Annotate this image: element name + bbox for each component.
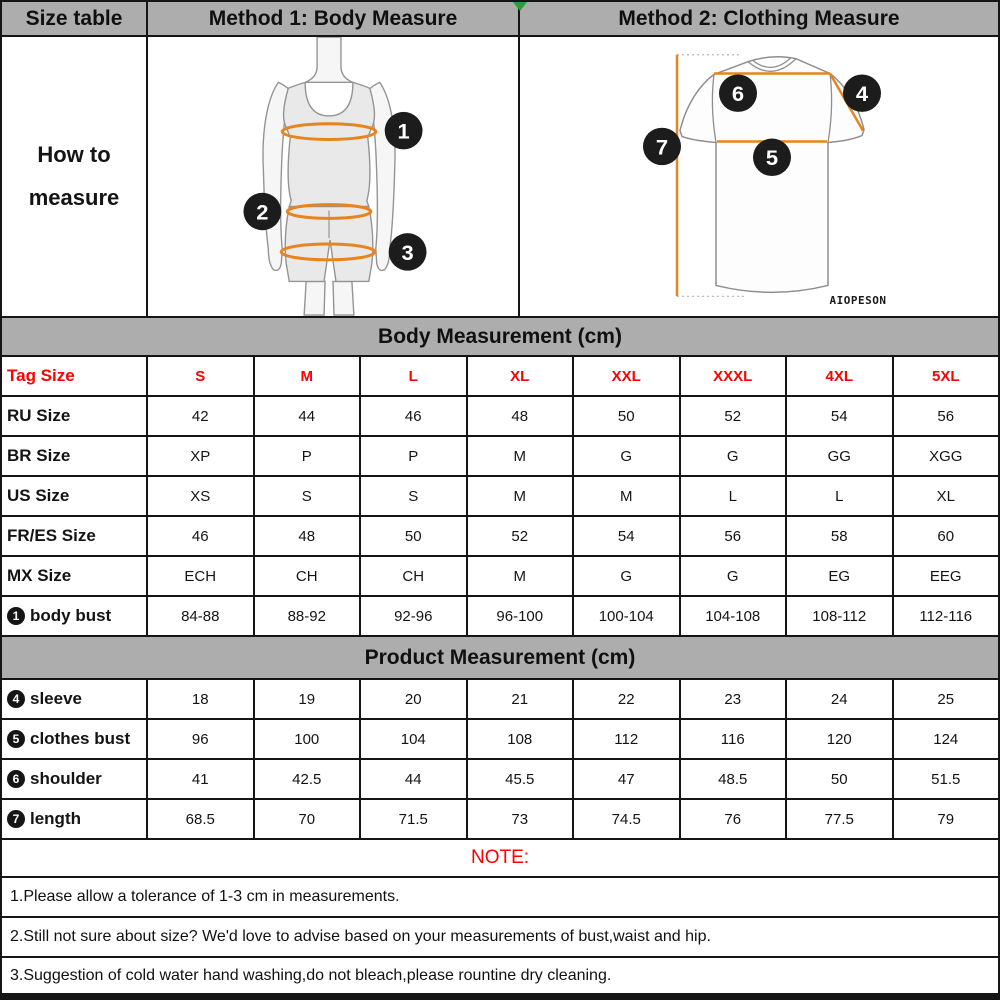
- marker-4-number: 4: [855, 81, 869, 107]
- size-value-cell: 96-100: [468, 597, 575, 635]
- size-value-cell: 92-96: [361, 597, 468, 635]
- size-value-cell: 42.5: [255, 760, 362, 798]
- size-value-cell: 25: [937, 690, 955, 708]
- table-row: [2, 597, 998, 637]
- size-value-cell: 44: [361, 760, 468, 798]
- size-value-cell: 104: [361, 720, 468, 758]
- table-row: [2, 437, 998, 477]
- size-value-cell: 46: [148, 517, 255, 555]
- size-value-cell: 88-92: [255, 597, 362, 635]
- size-value-cell: 108: [468, 720, 575, 758]
- size-value-cell: CH: [361, 557, 468, 595]
- circled-number-icon: 1: [7, 607, 25, 625]
- size-value-cell: 23: [681, 680, 788, 718]
- size-value-cell: 45.5: [468, 760, 575, 798]
- top-header-row: [2, 2, 998, 37]
- row-label: [2, 517, 148, 555]
- row-label: [2, 597, 148, 635]
- size-value-cell: 46: [361, 397, 468, 435]
- row-label-text: length: [30, 809, 81, 828]
- note-item-2: 2.Still not sure about size? We'd love to advise based on your measurements of bust,waist and hip.: [2, 918, 998, 958]
- size-value-cell: 124: [933, 730, 959, 748]
- size-value-cell: XGG: [929, 447, 963, 465]
- size-value-cell: 18: [148, 680, 255, 718]
- size-value-cell: 5XL: [931, 367, 960, 385]
- size-value-cell: 112: [574, 720, 681, 758]
- table-row: [2, 800, 998, 840]
- circled-number-icon: 5: [7, 730, 25, 748]
- size-value-cell: 47: [574, 760, 681, 798]
- row-label-text: RU Size: [7, 406, 71, 425]
- size-value-cell: M: [468, 557, 575, 595]
- row-label: [2, 680, 148, 718]
- size-value-cell: S: [361, 477, 468, 515]
- size-value-cell: XL: [468, 357, 575, 395]
- size-value-cell: CH: [255, 557, 362, 595]
- size-value-cell: P: [361, 437, 468, 475]
- row-label: [2, 720, 148, 758]
- row-label-text: body bust: [30, 606, 112, 625]
- table-row: [2, 477, 998, 517]
- size-value-cell: 73: [468, 800, 575, 838]
- table-row: [2, 557, 998, 597]
- size-value-cell: 84-88: [148, 597, 255, 635]
- marker-3-number: 3: [401, 239, 414, 265]
- size-value-cell: 54: [574, 517, 681, 555]
- size-value-cell: M: [574, 477, 681, 515]
- circled-number-icon: 7: [7, 810, 25, 828]
- row-label: [2, 760, 148, 798]
- size-value-cell: 52: [681, 397, 788, 435]
- size-value-cell: 104-108: [681, 597, 788, 635]
- size-value-cell: 120: [787, 720, 894, 758]
- note-item-1: 1.Please allow a tolerance of 1-3 cm in measurements.: [2, 878, 998, 918]
- bottom-border-bar: [2, 993, 998, 1000]
- row-label-text: Tag Size: [7, 366, 75, 385]
- table-row: [2, 517, 998, 557]
- size-value-cell: 70: [255, 800, 362, 838]
- size-value-cell: 56: [937, 407, 955, 425]
- body-measure-illustration: [148, 37, 520, 316]
- product-measurement-band: Product Measurement (cm): [2, 637, 998, 680]
- size-value-cell: XL: [936, 487, 955, 505]
- circled-number-icon: 6: [7, 770, 25, 788]
- size-value-cell: 112-116: [919, 607, 973, 625]
- size-value-cell: XS: [148, 477, 255, 515]
- illustration-row: [2, 37, 998, 318]
- size-value-cell: 44: [255, 397, 362, 435]
- size-value-cell: G: [574, 557, 681, 595]
- size-value-cell: 48: [468, 397, 575, 435]
- size-value-cell: S: [255, 477, 362, 515]
- marker-5-number: 5: [765, 145, 779, 171]
- body-measurement-band: Body Measurement (cm): [2, 318, 998, 357]
- marker-6-number: 6: [731, 81, 745, 107]
- size-value-cell: XP: [148, 437, 255, 475]
- size-value-cell: 41: [148, 760, 255, 798]
- size-value-cell: M: [255, 357, 362, 395]
- size-table-header: Size table: [2, 2, 148, 35]
- size-value-cell: 60: [937, 527, 955, 545]
- size-value-cell: 68.5: [148, 800, 255, 838]
- size-value-cell: EG: [787, 557, 894, 595]
- tshirt-drawing: [520, 37, 994, 316]
- size-value-cell: L: [361, 357, 468, 395]
- size-value-cell: 71.5: [361, 800, 468, 838]
- product-measurement-table: [2, 680, 998, 840]
- figure-left-leg: [304, 281, 325, 315]
- size-value-cell: 19: [255, 680, 362, 718]
- size-value-cell: 108-112: [787, 597, 894, 635]
- size-value-cell: 48.5: [681, 760, 788, 798]
- size-value-cell: 58: [787, 517, 894, 555]
- size-value-cell: 79: [937, 810, 955, 828]
- size-value-cell: GG: [787, 437, 894, 475]
- size-value-cell: S: [148, 357, 255, 395]
- row-label-text: US Size: [7, 486, 70, 505]
- size-value-cell: ECH: [148, 557, 255, 595]
- size-value-cell: 100: [255, 720, 362, 758]
- row-label-text: FR/ES Size: [7, 526, 96, 545]
- size-value-cell: 100-104: [574, 597, 681, 635]
- row-label-text: clothes bust: [30, 729, 131, 748]
- size-value-cell: 50: [361, 517, 468, 555]
- row-label: [2, 800, 148, 838]
- size-value-cell: M: [468, 477, 575, 515]
- size-value-cell: 54: [787, 397, 894, 435]
- size-value-cell: XXL: [574, 357, 681, 395]
- size-value-cell: 42: [148, 397, 255, 435]
- size-value-cell: 77.5: [787, 800, 894, 838]
- marker-1-number: 1: [397, 118, 410, 144]
- row-label: [2, 397, 148, 435]
- row-label-text: MX Size: [7, 566, 72, 585]
- table-row: [2, 397, 998, 437]
- table-row: [2, 720, 998, 760]
- brand-watermark: AIOPESON: [829, 294, 887, 308]
- size-value-cell: P: [255, 437, 362, 475]
- note-item-3: 3.Suggestion of cold water hand washing,do not bleach,please rountine dry cleaning.: [10, 966, 612, 984]
- size-value-cell: 52: [468, 517, 575, 555]
- size-value-cell: 96: [148, 720, 255, 758]
- how-to-measure-label: How to measure: [28, 141, 120, 210]
- size-value-cell: 116: [681, 720, 788, 758]
- size-value-cell: 51.5: [931, 770, 961, 788]
- body-measurement-table: [2, 357, 998, 637]
- size-value-cell: 50: [787, 760, 894, 798]
- clothing-measure-illustration: [520, 37, 998, 316]
- size-value-cell: 56: [681, 517, 788, 555]
- tank-top: [284, 82, 375, 206]
- body-figure-drawing: [148, 37, 518, 316]
- size-value-cell: G: [681, 437, 788, 475]
- marker-2-number: 2: [256, 199, 269, 225]
- figure-right-leg: [333, 281, 354, 315]
- size-value-cell: L: [787, 477, 894, 515]
- circled-number-icon: 4: [7, 690, 25, 708]
- size-value-cell: M: [468, 437, 575, 475]
- size-value-cell: L: [681, 477, 788, 515]
- size-value-cell: 4XL: [787, 357, 894, 395]
- size-value-cell: 20: [361, 680, 468, 718]
- size-value-cell: G: [574, 437, 681, 475]
- row-label-text: sleeve: [30, 689, 82, 708]
- figure-neck: [305, 37, 353, 82]
- row-label-text: shoulder: [30, 769, 102, 788]
- size-value-cell: 50: [574, 397, 681, 435]
- size-value-cell: 22: [574, 680, 681, 718]
- size-value-cell: 24: [787, 680, 894, 718]
- how-to-measure-cell: [2, 37, 148, 316]
- size-value-cell: 21: [468, 680, 575, 718]
- size-value-cell: 48: [255, 517, 362, 555]
- row-label: [2, 557, 148, 595]
- method1-header: Method 1: Body Measure: [148, 2, 520, 35]
- row-label-text: BR Size: [7, 446, 71, 465]
- green-flag-icon: [513, 2, 527, 11]
- size-value-cell: EEG: [929, 567, 962, 585]
- row-label: [2, 477, 148, 515]
- size-header-row: [2, 357, 998, 397]
- marker-7-number: 7: [655, 134, 669, 160]
- size-value-cell: XXXL: [681, 357, 788, 395]
- row-label: [2, 357, 148, 395]
- row-label: [2, 437, 148, 475]
- note-title: NOTE:: [2, 840, 998, 878]
- method2-header: Method 2: Clothing Measure: [618, 6, 900, 30]
- size-value-cell: 76: [681, 800, 788, 838]
- table-row: [2, 760, 998, 800]
- size-value-cell: G: [681, 557, 788, 595]
- table-row: [2, 680, 998, 720]
- size-value-cell: 74.5: [574, 800, 681, 838]
